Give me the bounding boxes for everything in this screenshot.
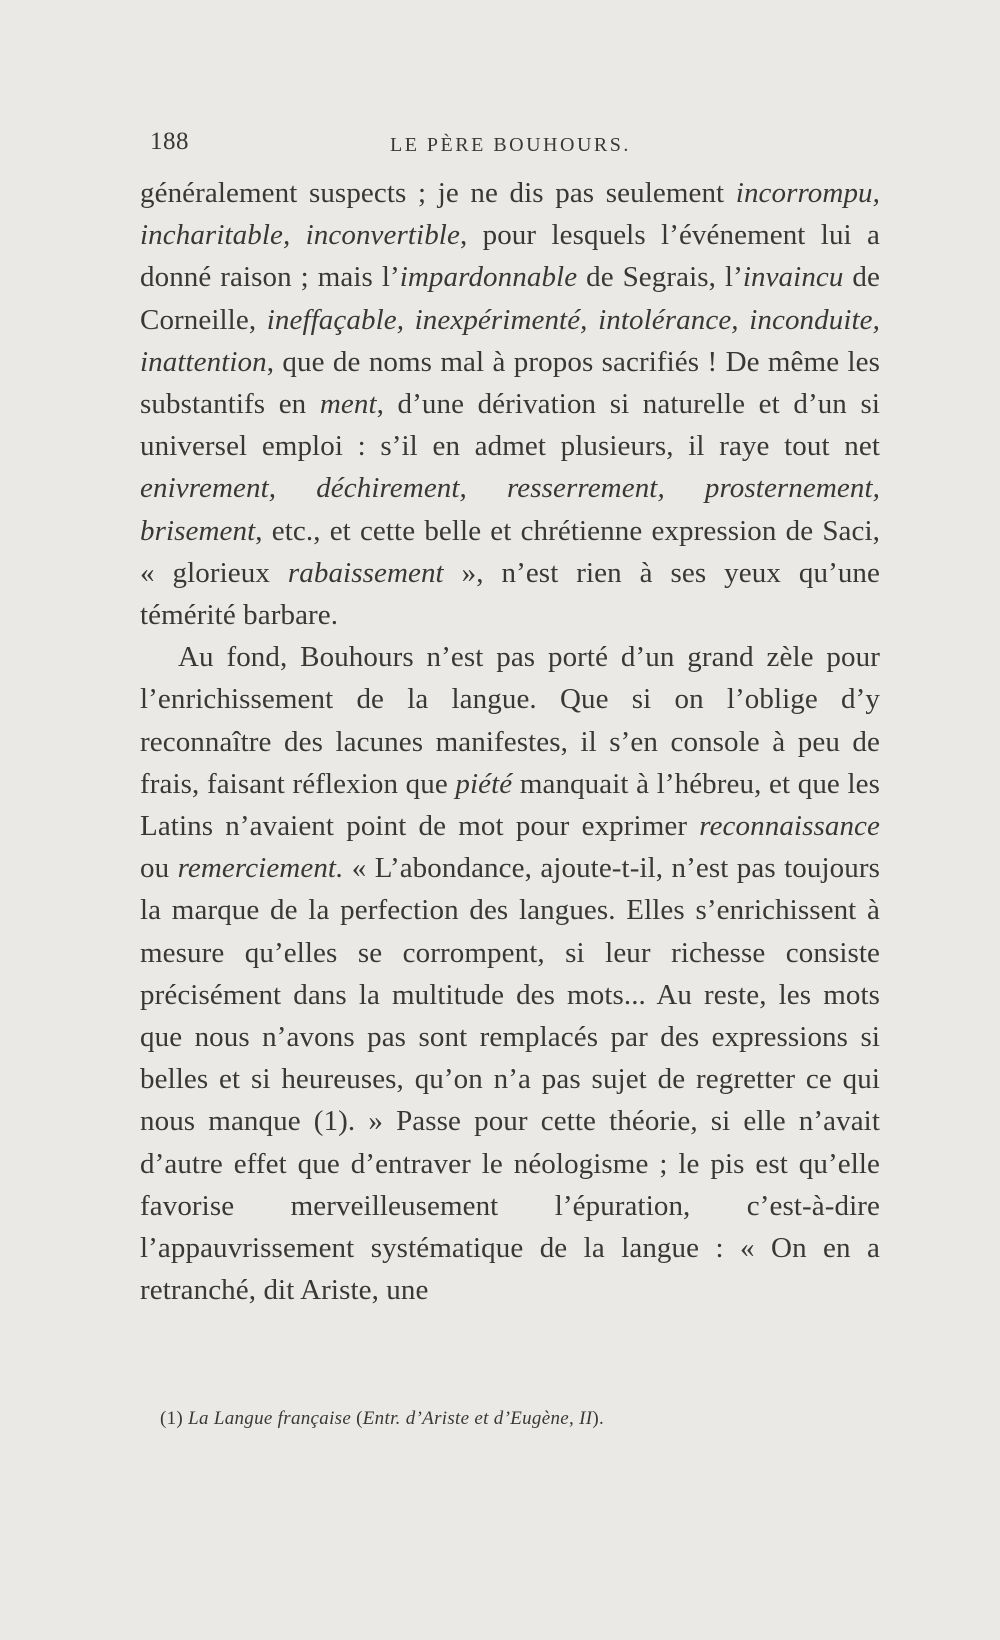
paragraph-1-text: de Segrais, l’ [577, 261, 743, 294]
paragraph-2-italic-text: reconnaissance [699, 810, 880, 843]
paragraph-2-italic-text: remerciement. [177, 852, 344, 885]
paragraph-1-italic-text: rabaissement [287, 556, 444, 589]
footnote-text: ). [592, 1408, 605, 1429]
paragraph-2 [140, 636, 880, 1311]
footnote-italic-text: La Langue française [188, 1408, 352, 1429]
paragraph-2-text: ou [140, 852, 178, 885]
paragraph-1-italic-text: ineffaçable, inexpérimenté, intolérance, inconduite, inattention [140, 303, 880, 378]
paragraph-1-italic-text: incorrompu, incharitable, inconvertible [140, 177, 880, 252]
paragraph-1 [140, 172, 880, 636]
paragraph-2-text: « L’abondance, ajoute-t-il, n’est pas toujours la marque de la perfection des langues. Elles s’enrichissent à mesure qu’elles se corrompent, si leur richesse consiste précisément dans la multitude des mots... Au reste, les mots que nous n’avons pas sont remplacés par des expressions si belles et si heureuses, qu’on n’a pas sujet de regretter ce qui nous manque (1). » Passe pour cette théorie, si elle n’avait d’autre effet que d’entraver le néologisme ; le pis est qu’elle favorise merveilleusement l’épuration, c’est-à-dire l’appauvrissement systématique de la langue : « On en a retranché, dit Ariste, une [140, 852, 880, 1307]
paragraph-1-italic-text: impardonnable [399, 261, 578, 294]
footnote-italic-text: Entr. d’Ariste et d’Eugène, II [362, 1408, 593, 1429]
paragraph-1-text: , que de noms mal à propos sacrifiés ! De même les substantifs en [140, 345, 880, 421]
footnote-marker: (1) [160, 1408, 189, 1429]
paragraph-1-text: , pour lesquels l’événement lui a donné raison ; mais l’ [140, 219, 880, 294]
paragraph-1-text: de Corneille, [140, 261, 880, 336]
running-title: LE PÈRE BOUHOURS. [390, 134, 631, 156]
paragraph-1-italic-text: invaincu [742, 261, 844, 294]
paragraph-2-italic-text: piété [455, 767, 513, 800]
footnote-text: ( [351, 1408, 363, 1429]
paragraph-1-text: , d’une dérivation si naturelle et d’un si universel emploi : s’il en admet plusieurs, il raye tout net [140, 388, 880, 463]
page-number: 188 [150, 128, 189, 155]
paragraph-1-text: généralement suspects ; je ne dis pas seulement [140, 177, 736, 209]
footnote [160, 1406, 880, 1432]
body-text [140, 172, 880, 1311]
paragraph-1-text: », n’est rien à ses yeux qu’une témérité barbare. [140, 556, 880, 632]
paragraph-1-italic-text: enivrement, déchirement, resserrement, prosternement, brisement [140, 472, 880, 547]
paragraph-1-text: , etc., et cette belle et chrétienne expression de Saci, « glorieux [140, 514, 880, 589]
footnote-text [188, 1408, 604, 1429]
paragraph-2-text: Au fond, Bouhours n’est pas porté d’un grand zèle pour l’enrichissement de la langue. Que si on l’oblige d’y reconnaître des lacunes manifestes, il s’en console à peu de frais, faisant réflexion que [140, 641, 880, 800]
page-header [150, 128, 880, 168]
paragraph-1-italic-text: ment [319, 388, 377, 421]
paragraph-2-text: manquait à l’hébreu, et que les Latins n’avaient point de mot pour exprimer [140, 767, 880, 843]
